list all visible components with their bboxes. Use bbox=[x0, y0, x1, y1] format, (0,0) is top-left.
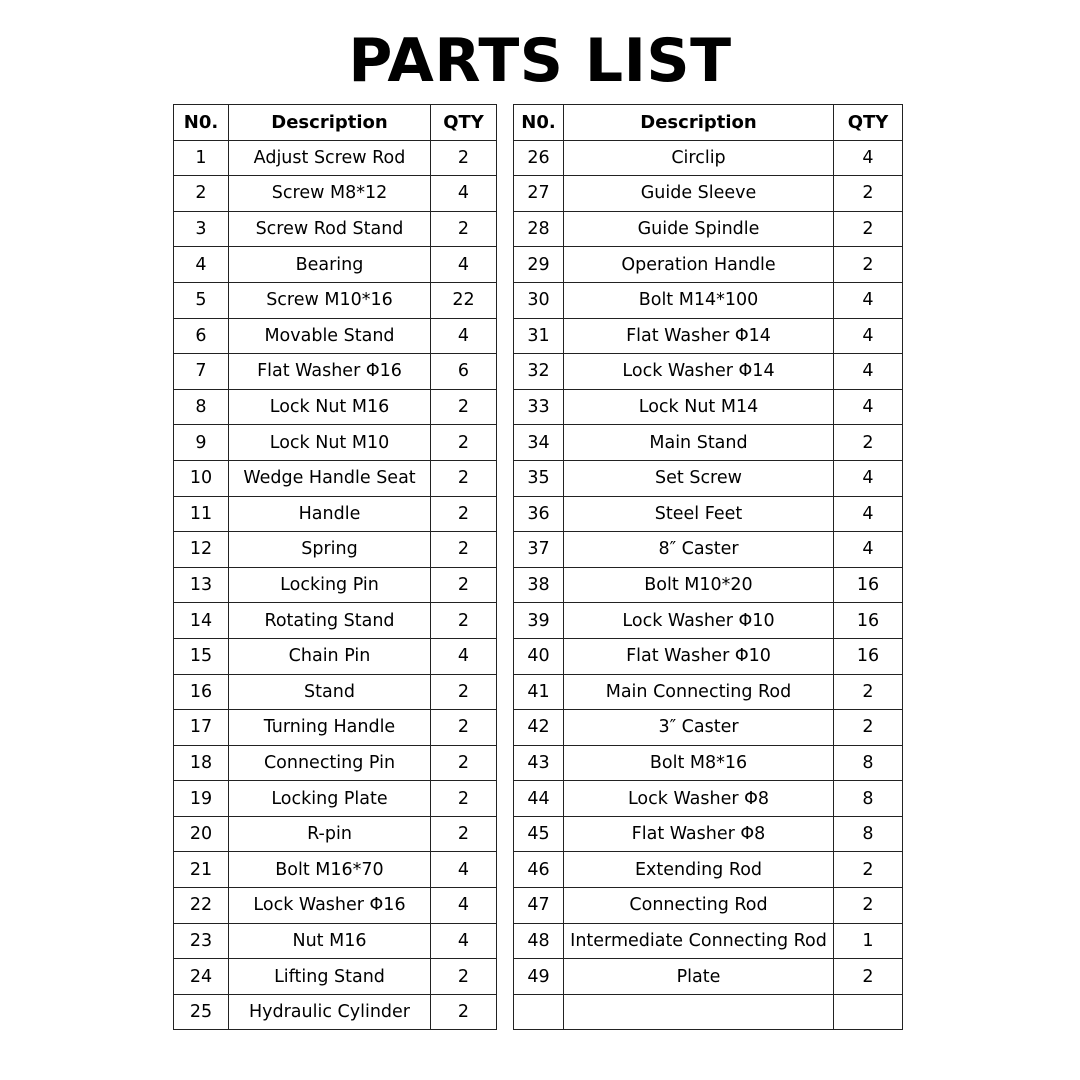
table-row bbox=[174, 532, 903, 568]
part-qty-cell: 2 bbox=[431, 460, 497, 496]
part-number-cell: 26 bbox=[514, 140, 564, 176]
table-row bbox=[174, 318, 903, 354]
table-row bbox=[174, 888, 903, 924]
part-number-cell: 11 bbox=[174, 496, 229, 532]
part-number-cell: 39 bbox=[514, 603, 564, 639]
part-number-cell: 41 bbox=[514, 674, 564, 710]
part-description-cell: Movable Stand bbox=[229, 318, 431, 354]
table-row bbox=[174, 389, 903, 425]
table-row bbox=[174, 354, 903, 390]
part-description-cell: Rotating Stand bbox=[229, 603, 431, 639]
part-qty-cell: 2 bbox=[431, 816, 497, 852]
part-description-cell: Lifting Stand bbox=[229, 959, 431, 995]
table-row bbox=[174, 282, 903, 318]
part-description-cell: Intermediate Connecting Rod bbox=[564, 923, 834, 959]
part-description-cell: Bolt M16*70 bbox=[229, 852, 431, 888]
part-number-cell: 37 bbox=[514, 532, 564, 568]
part-description-cell: Screw M10*16 bbox=[229, 282, 431, 318]
part-number-cell: 1 bbox=[174, 140, 229, 176]
part-qty-cell: 2 bbox=[431, 389, 497, 425]
table-row bbox=[174, 745, 903, 781]
part-description-cell: Stand bbox=[229, 674, 431, 710]
part-description-cell: R-pin bbox=[229, 816, 431, 852]
part-description-cell: Circlip bbox=[564, 140, 834, 176]
part-number-cell: 38 bbox=[514, 567, 564, 603]
part-number-cell: 18 bbox=[174, 745, 229, 781]
part-description-cell: Extending Rod bbox=[564, 852, 834, 888]
part-number-cell: 48 bbox=[514, 923, 564, 959]
header-description: Description bbox=[229, 105, 431, 141]
part-description-cell: Screw Rod Stand bbox=[229, 211, 431, 247]
part-description-cell: Guide Spindle bbox=[564, 211, 834, 247]
part-qty-cell: 2 bbox=[431, 781, 497, 817]
part-qty-cell bbox=[834, 994, 903, 1030]
column-gap bbox=[497, 710, 514, 746]
table-header-row bbox=[174, 105, 903, 141]
part-number-cell: 19 bbox=[174, 781, 229, 817]
column-gap bbox=[497, 745, 514, 781]
part-description-cell: Wedge Handle Seat bbox=[229, 460, 431, 496]
part-number-cell: 43 bbox=[514, 745, 564, 781]
part-description-cell: Locking Plate bbox=[229, 781, 431, 817]
part-qty-cell: 16 bbox=[834, 603, 903, 639]
column-gap bbox=[497, 638, 514, 674]
part-description-cell: Locking Pin bbox=[229, 567, 431, 603]
part-qty-cell: 1 bbox=[834, 923, 903, 959]
table-row bbox=[174, 638, 903, 674]
part-qty-cell: 4 bbox=[834, 460, 903, 496]
column-gap bbox=[497, 994, 514, 1030]
column-gap bbox=[497, 460, 514, 496]
part-number-cell: 6 bbox=[174, 318, 229, 354]
table-row bbox=[174, 496, 903, 532]
table-row bbox=[174, 674, 903, 710]
part-number-cell: 15 bbox=[174, 638, 229, 674]
part-description-cell: Bolt M8*16 bbox=[564, 745, 834, 781]
part-description-cell: Lock Nut M10 bbox=[229, 425, 431, 461]
part-number-cell: 28 bbox=[514, 211, 564, 247]
part-qty-cell: 4 bbox=[431, 923, 497, 959]
column-gap bbox=[497, 852, 514, 888]
part-number-cell: 40 bbox=[514, 638, 564, 674]
parts-table bbox=[173, 104, 903, 1030]
part-qty-cell: 2 bbox=[834, 176, 903, 212]
column-gap bbox=[497, 282, 514, 318]
part-description-cell: Chain Pin bbox=[229, 638, 431, 674]
part-number-cell: 34 bbox=[514, 425, 564, 461]
part-qty-cell: 2 bbox=[834, 425, 903, 461]
part-qty-cell: 2 bbox=[834, 211, 903, 247]
part-description-cell: Nut M16 bbox=[229, 923, 431, 959]
part-qty-cell: 2 bbox=[431, 567, 497, 603]
part-number-cell: 46 bbox=[514, 852, 564, 888]
part-qty-cell: 4 bbox=[834, 140, 903, 176]
part-qty-cell: 2 bbox=[834, 710, 903, 746]
part-number-cell: 27 bbox=[514, 176, 564, 212]
page-title: PARTS LIST bbox=[348, 26, 732, 96]
column-gap bbox=[497, 140, 514, 176]
part-qty-cell: 8 bbox=[834, 816, 903, 852]
part-description-cell: Connecting Pin bbox=[229, 745, 431, 781]
part-qty-cell: 4 bbox=[431, 318, 497, 354]
part-number-cell: 22 bbox=[174, 888, 229, 924]
part-description-cell: Flat Washer Φ10 bbox=[564, 638, 834, 674]
part-qty-cell: 2 bbox=[431, 496, 497, 532]
table-row bbox=[174, 852, 903, 888]
part-description-cell: Main Stand bbox=[564, 425, 834, 461]
part-number-cell: 20 bbox=[174, 816, 229, 852]
part-qty-cell: 4 bbox=[834, 354, 903, 390]
part-description-cell: Turning Handle bbox=[229, 710, 431, 746]
column-gap bbox=[497, 781, 514, 817]
table-row bbox=[174, 567, 903, 603]
part-number-cell: 21 bbox=[174, 852, 229, 888]
part-description-cell: Operation Handle bbox=[564, 247, 834, 283]
part-qty-cell: 4 bbox=[834, 318, 903, 354]
part-description-cell: Hydraulic Cylinder bbox=[229, 994, 431, 1030]
column-gap bbox=[497, 603, 514, 639]
table-row bbox=[174, 425, 903, 461]
column-gap bbox=[497, 354, 514, 390]
table-row bbox=[174, 247, 903, 283]
part-number-cell: 8 bbox=[174, 389, 229, 425]
part-qty-cell: 2 bbox=[431, 745, 497, 781]
part-description-cell: Lock Nut M14 bbox=[564, 389, 834, 425]
part-number-cell: 17 bbox=[174, 710, 229, 746]
part-description-cell: Lock Nut M16 bbox=[229, 389, 431, 425]
part-description-cell: Plate bbox=[564, 959, 834, 995]
part-number-cell: 33 bbox=[514, 389, 564, 425]
column-gap bbox=[497, 211, 514, 247]
table-row bbox=[174, 816, 903, 852]
part-qty-cell: 2 bbox=[431, 603, 497, 639]
part-qty-cell: 4 bbox=[834, 282, 903, 318]
part-description-cell: Lock Washer Φ16 bbox=[229, 888, 431, 924]
part-description-cell: 3″ Caster bbox=[564, 710, 834, 746]
part-description-cell: Main Connecting Rod bbox=[564, 674, 834, 710]
part-description-cell: Lock Washer Φ8 bbox=[564, 781, 834, 817]
part-number-cell: 13 bbox=[174, 567, 229, 603]
part-number-cell: 44 bbox=[514, 781, 564, 817]
part-description-cell: Screw M8*12 bbox=[229, 176, 431, 212]
part-number-cell: 35 bbox=[514, 460, 564, 496]
part-qty-cell: 2 bbox=[834, 959, 903, 995]
part-qty-cell: 2 bbox=[834, 852, 903, 888]
table-row bbox=[174, 781, 903, 817]
header-qty: QTY bbox=[431, 105, 497, 141]
part-number-cell: 23 bbox=[174, 923, 229, 959]
part-description-cell: 8″ Caster bbox=[564, 532, 834, 568]
column-gap bbox=[497, 532, 514, 568]
part-qty-cell: 22 bbox=[431, 282, 497, 318]
table-row bbox=[174, 710, 903, 746]
part-qty-cell: 6 bbox=[431, 354, 497, 390]
column-gap bbox=[497, 247, 514, 283]
part-qty-cell: 2 bbox=[834, 674, 903, 710]
part-description-cell: Set Screw bbox=[564, 460, 834, 496]
part-description-cell: Flat Washer Φ14 bbox=[564, 318, 834, 354]
part-number-cell: 9 bbox=[174, 425, 229, 461]
column-gap bbox=[497, 496, 514, 532]
column-gap bbox=[497, 425, 514, 461]
part-description-cell: Guide Sleeve bbox=[564, 176, 834, 212]
part-description-cell: Lock Washer Φ14 bbox=[564, 354, 834, 390]
header-no: N0. bbox=[514, 105, 564, 141]
part-number-cell: 42 bbox=[514, 710, 564, 746]
part-description-cell: Spring bbox=[229, 532, 431, 568]
column-gap bbox=[497, 674, 514, 710]
part-description-cell: Connecting Rod bbox=[564, 888, 834, 924]
part-qty-cell: 2 bbox=[834, 888, 903, 924]
part-description-cell: Steel Feet bbox=[564, 496, 834, 532]
part-number-cell: 7 bbox=[174, 354, 229, 390]
part-qty-cell: 2 bbox=[431, 425, 497, 461]
part-qty-cell: 16 bbox=[834, 567, 903, 603]
column-gap bbox=[497, 816, 514, 852]
table-row bbox=[174, 994, 903, 1030]
part-qty-cell: 2 bbox=[431, 710, 497, 746]
part-qty-cell: 2 bbox=[834, 247, 903, 283]
header-description: Description bbox=[564, 105, 834, 141]
part-number-cell: 24 bbox=[174, 959, 229, 995]
part-qty-cell: 2 bbox=[431, 211, 497, 247]
part-qty-cell: 2 bbox=[431, 140, 497, 176]
part-qty-cell: 4 bbox=[431, 852, 497, 888]
column-gap bbox=[497, 959, 514, 995]
part-qty-cell: 4 bbox=[834, 532, 903, 568]
part-number-cell: 45 bbox=[514, 816, 564, 852]
part-qty-cell: 4 bbox=[431, 638, 497, 674]
part-number-cell: 47 bbox=[514, 888, 564, 924]
table-row bbox=[174, 140, 903, 176]
part-qty-cell: 4 bbox=[834, 496, 903, 532]
part-qty-cell: 4 bbox=[431, 888, 497, 924]
part-number-cell: 12 bbox=[174, 532, 229, 568]
column-gap bbox=[497, 888, 514, 924]
part-qty-cell: 16 bbox=[834, 638, 903, 674]
table-row bbox=[174, 923, 903, 959]
parts-table-body bbox=[174, 140, 903, 1030]
column-gap bbox=[497, 567, 514, 603]
part-description-cell: Bolt M14*100 bbox=[564, 282, 834, 318]
part-number-cell: 29 bbox=[514, 247, 564, 283]
part-number-cell: 16 bbox=[174, 674, 229, 710]
part-description-cell: Bearing bbox=[229, 247, 431, 283]
table-row bbox=[174, 603, 903, 639]
part-number-cell: 3 bbox=[174, 211, 229, 247]
part-description-cell: Handle bbox=[229, 496, 431, 532]
part-number-cell bbox=[514, 994, 564, 1030]
column-gap bbox=[497, 389, 514, 425]
header-no: N0. bbox=[174, 105, 229, 141]
part-number-cell: 36 bbox=[514, 496, 564, 532]
table-row bbox=[174, 959, 903, 995]
part-qty-cell: 2 bbox=[431, 532, 497, 568]
column-gap bbox=[497, 105, 514, 141]
part-description-cell: Flat Washer Φ16 bbox=[229, 354, 431, 390]
part-number-cell: 14 bbox=[174, 603, 229, 639]
part-number-cell: 10 bbox=[174, 460, 229, 496]
part-number-cell: 32 bbox=[514, 354, 564, 390]
part-qty-cell: 4 bbox=[834, 389, 903, 425]
part-description-cell: Bolt M10*20 bbox=[564, 567, 834, 603]
table-row bbox=[174, 460, 903, 496]
part-number-cell: 4 bbox=[174, 247, 229, 283]
part-description-cell bbox=[564, 994, 834, 1030]
part-number-cell: 31 bbox=[514, 318, 564, 354]
part-qty-cell: 8 bbox=[834, 745, 903, 781]
part-description-cell: Flat Washer Φ8 bbox=[564, 816, 834, 852]
part-qty-cell: 4 bbox=[431, 176, 497, 212]
part-qty-cell: 2 bbox=[431, 674, 497, 710]
part-description-cell: Lock Washer Φ10 bbox=[564, 603, 834, 639]
part-number-cell: 30 bbox=[514, 282, 564, 318]
part-number-cell: 49 bbox=[514, 959, 564, 995]
part-number-cell: 25 bbox=[174, 994, 229, 1030]
part-qty-cell: 8 bbox=[834, 781, 903, 817]
column-gap bbox=[497, 923, 514, 959]
part-qty-cell: 4 bbox=[431, 247, 497, 283]
part-number-cell: 5 bbox=[174, 282, 229, 318]
table-row bbox=[174, 176, 903, 212]
part-number-cell: 2 bbox=[174, 176, 229, 212]
table-row bbox=[174, 211, 903, 247]
column-gap bbox=[497, 318, 514, 354]
part-qty-cell: 2 bbox=[431, 994, 497, 1030]
column-gap bbox=[497, 176, 514, 212]
header-qty: QTY bbox=[834, 105, 903, 141]
part-description-cell: Adjust Screw Rod bbox=[229, 140, 431, 176]
part-qty-cell: 2 bbox=[431, 959, 497, 995]
